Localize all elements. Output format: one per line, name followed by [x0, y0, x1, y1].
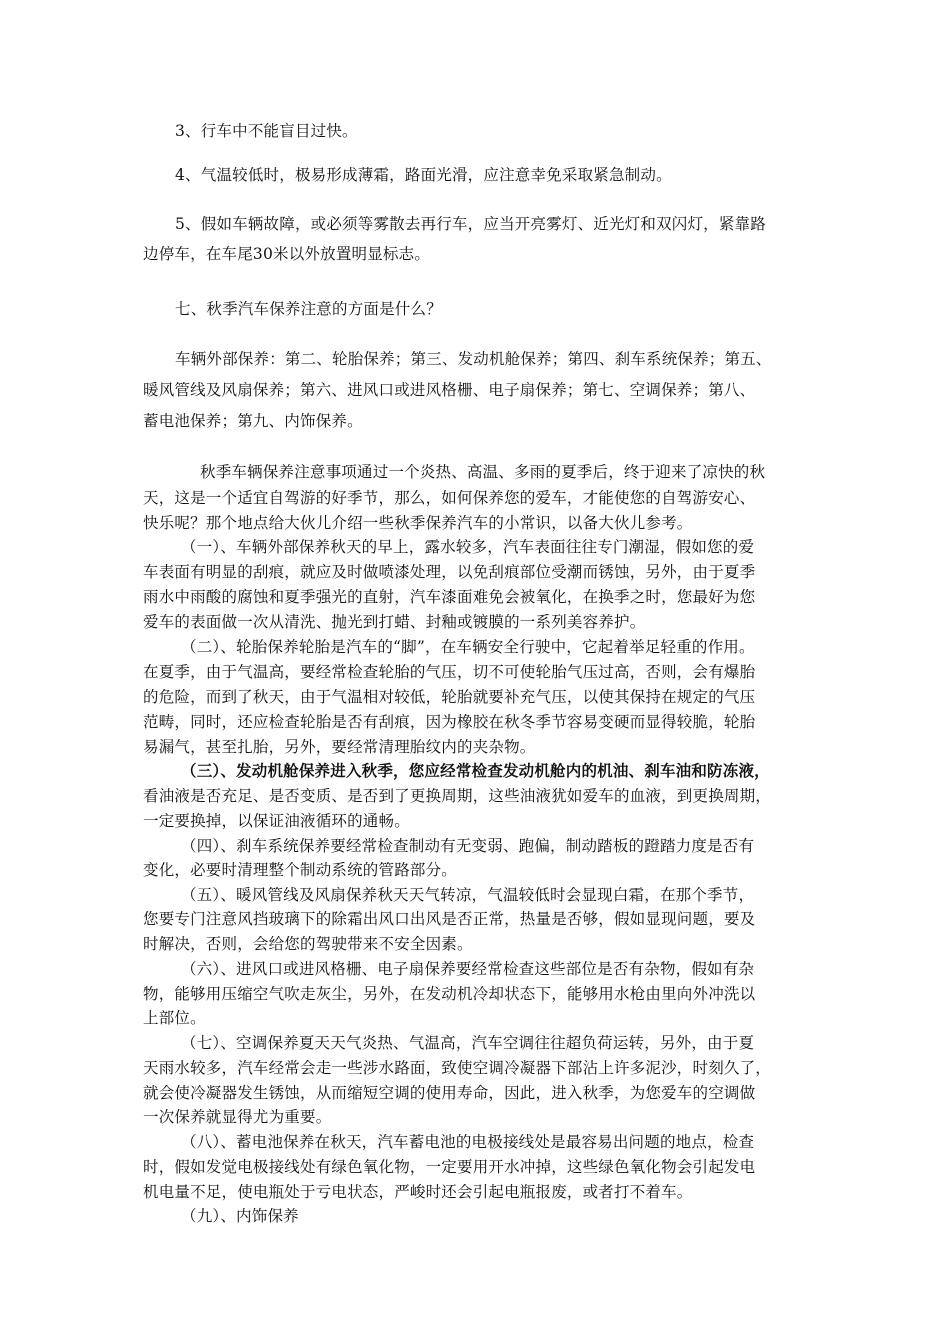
section-5-line: 您要专门注意风挡玻璃下的除霜出风口出风是否正常，热量是否够，假如显现问题，要及 [143, 910, 756, 928]
section-2-line: 的危险，而到了秋天，由于气温相对较低，轮胎就要补充气压，以使其保持在规定的气压 [143, 688, 756, 706]
section-1-line: 爱车的表面做一次从清洗、抛光到打蜡、封釉或镀膜的一系列美容养护。 [143, 613, 646, 631]
section-6-line: （六）、进风口或进风格栅、电子扇保养要经常检查这些部位是否有杂物，假如有杂 [181, 960, 755, 978]
summary-line: 蓄电池保养；第九、内饰保养。 [143, 412, 363, 430]
section-4-line: （四）、刹车系统保养要经常检查制动有无变弱、跑偏，制动踏板的蹬踏力度是否有 [181, 837, 755, 855]
section-2-line: 易漏气，甚至扎胎，另外，要经常清理胎纹内的夹杂物。 [143, 738, 536, 756]
section-2-line: 范畴，同时，还应检查轮胎是否有刮痕，因为橡胶在秋冬季节容易变硬而显得较脆，轮胎 [143, 713, 756, 731]
rule-5-continued: 边停车，在车尾30米以外放置明显标志。 [143, 245, 431, 263]
section-6-line: 物，能够用压缩空气吹走灰尘，另外，在发动机冷却状态下，能够用水枪由里向外冲洗以 [143, 985, 756, 1003]
section-7-line: 一次保养就显得尤为重要。 [143, 1108, 332, 1126]
section-1-line: 车表面有明显的刮痕，就应及时做喷漆处理，以免刮痕部位受潮而锈蚀，另外，由于夏季 [143, 563, 756, 581]
section-4-line: 变化，必要时清理整个制动系统的管路部分。 [143, 861, 458, 879]
section-1-line: （一）、车辆外部保养秋天的早上，露水较多，汽车表面往往专门潮湿，假如您的爱 [181, 538, 755, 556]
section-2-line: 在夏季，由于气温高，要经常检查轮胎的气压，切不可使轮胎气压过高，否则，会有爆胎 [143, 663, 756, 681]
section-6-line: 上部位。 [143, 1009, 206, 1027]
section-8-line: （八）、蓄电池保养在秋天，汽车蓄电池的电极接线处是最容易出问题的地点，检查 [181, 1133, 755, 1151]
summary-line: 车辆外部保养：第二、轮胎保养；第三、发动机舱保养；第四、刹车系统保养；第五、 [175, 350, 772, 368]
section-1-line: 雨水中雨酸的腐蚀和夏季强光的直射，汽车漆面难免会被氧化，在换季之时，您最好为您 [143, 588, 756, 606]
section-heading: 七、秋季汽车保养注意的方面是什么？ [175, 300, 442, 318]
section-5-line: （五）、暖风管线及风扇保养秋天天气转凉，气温较低时会显现白霜，在那个季节， [181, 886, 755, 904]
rule-3: 3、行车中不能盲目过快。 [175, 122, 358, 140]
section-9-line: （九）、内饰保养 [181, 1207, 299, 1225]
rule-4: 4、气温较低时，极易形成薄霜，路面光滑，应注意幸免采取紧急制动。 [175, 166, 672, 184]
section-7-line: （七）、空调保养夏天天气炎热、气温高，汽车空调往往超负荷运转，另外，由于夏 [181, 1034, 755, 1052]
section-7-line: 天雨水较多，汽车经常会走一些涉水路面，致使空调冷凝器下部沾上许多泥沙，时刻久了， [143, 1059, 772, 1077]
intro-line: 快乐呢？那个地点给大伙儿介绍一些秋季保养汽车的小常识，以备大伙儿参考。 [143, 514, 693, 532]
rule-5: 5、假如车辆故障，或必须等雾散去再行车，应当开亮雾灯、近光灯和双闪灯，紧靠路 [175, 215, 766, 233]
section-7-line: 就会使冷凝器发生锈蚀，从而缩短空调的使用寿命，因此，进入秋季，为您爱车的空调做 [143, 1084, 756, 1102]
section-3-line: 一定要换掉，以保证油液循环的通畅。 [143, 812, 410, 830]
section-5-line: 时解决，否则，会给您的驾驶带来不安全因素。 [143, 935, 473, 953]
section-2-line: （二）、轮胎保养轮胎是汽车的“脚”，在车辆安全行驶中，它起着举足轻重的作用。 [181, 638, 755, 656]
intro-line: 秋季车辆保养注意事项通过一个炎热、高温、多雨的夏季后，终于迎来了凉快的秋 [200, 463, 766, 481]
section-8-line: 时，假如发觉电极接线处有绿色氧化物，一定要用开水冲掉，这些绿色氧化物会引起发电 [143, 1158, 756, 1176]
intro-line: 天，这是一个适宜自驾游的好季节，那么，如何保养您的爱车，才能使您的自驾游安心、 [143, 489, 756, 507]
section-8-line: 机电量不足，使电瓶处于亏电状态，严峻时还会引起电瓶报废，或者打不着车。 [143, 1183, 693, 1201]
section-3-line: （三）、发动机舱保养进入秋季，您应经常检查发动机舱内的机油、刹车油和防冻液， [181, 761, 770, 780]
section-3-line: 看油液是否充足、是否变质、是否到了更换周期，这些油液犹如爱车的血液，到更换周期， [143, 787, 772, 805]
summary-line: 暖风管线及风扇保养；第六、进风口或进风格栅、电子扇保养；第七、空调保养；第八、 [143, 381, 756, 399]
